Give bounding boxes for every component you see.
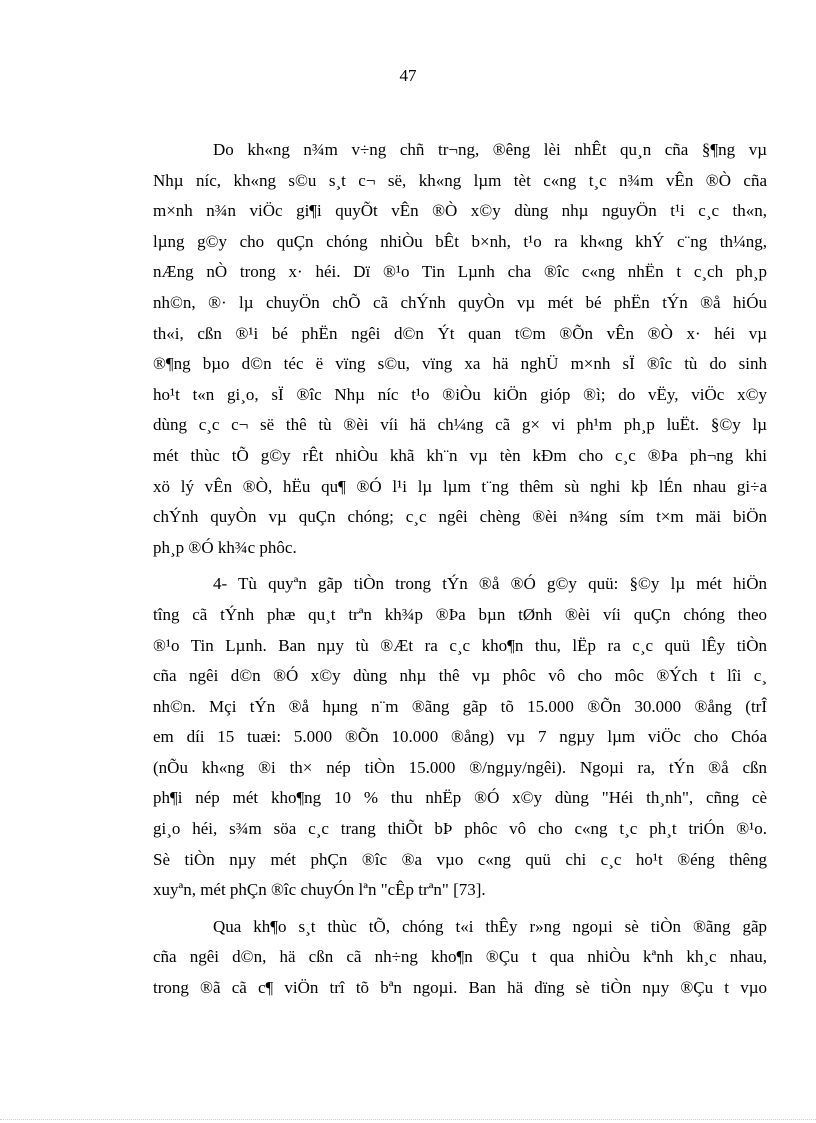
text-line: 4- Tù quyªn gãp tiÒn trong tÝn ®å ®Ó g©y quü: §©y lµ mét hiÖn (213, 574, 767, 594)
text-line: ph¶i nép mét kho¶ng 10 % thu nhËp ®Ó x©y dùng "Héi th¸nh", cñng cè (153, 788, 767, 808)
text-line: Qua kh¶o s¸t thùc tÕ, chóng t«i thÊy r»ng ngoµi sè tiÒn ®ãng gãp (213, 916, 767, 936)
text-line: lµng g©y cho quÇn chóng nhiÒu bÊt b×nh, t¹o ra kh«ng khÝ c¨ng th¼ng, (153, 231, 767, 251)
text-line: xö lý vÊn ®Ò, hËu qu¶ ®Ó l¹i lµ lµm t¨ng thêm sù nghi kþ lÉn nhau gi÷a (153, 476, 767, 496)
text-line: tîng cã tÝnh phæ qu¸t trªn kh¾p ®Þa bµn tØnh ®èi víi quÇn chóng theo (153, 604, 767, 624)
text-line: nh©n. Mçi tÝn ®å hµng n¨m ®ãng gãp tõ 15.000 ®Õn 30.000 ®ång (trÎ (153, 696, 767, 716)
bottom-dotted-rule (0, 1119, 816, 1120)
text-line: ®¶ng bµo d©n téc ë vïng s©u, vïng xa hä nghÜ m×nh sÏ ®îc tù do sinh (153, 354, 767, 374)
text-line: ph¸p ®Ó kh¾c phôc. (153, 537, 297, 557)
text-line: ho¹t t«n gi¸o, sÏ ®îc Nhµ níc t¹o ®iÒu kiÖn gióp ®ì; do vËy, viÖc x©y (153, 384, 767, 404)
paragraph-1 (153, 135, 767, 563)
text-line: m×nh n¾n viÖc gi¶i quyÕt vÊn ®Ò x©y dùng nhµ nguyÖn t¹i c¸c th«n, (153, 201, 767, 221)
text-line: xuyªn, mét phÇn ®îc chuyÓn lªn "cÊp trªn" [73]. (153, 880, 486, 900)
text-line: cña ngêi d©n ®Ó x©y dùng nhµ thê vµ phôc vô cho môc ®Ých t lîi c¸ (153, 666, 767, 686)
text-line: Do kh«ng n¾m v÷ng chñ tr¬ng, ®êng lèi nhÊt qu¸n cña §¶ng vµ (213, 140, 767, 159)
text-line: trong ®ã cã c¶ viÖn trî tõ bªn ngoµi. Ban hä dïng sè tiÒn nµy ®Çu t vµo (153, 978, 767, 998)
body-text (153, 135, 767, 1010)
text-line: ®¹o Tin Lµnh. Ban nµy tù ®Æt ra c¸c kho¶n thu, lËp ra c¸c quü lÊy tiÒn (153, 635, 767, 655)
text-line: mét thùc tÕ g©y rÊt nhiÒu khã kh¨n vµ tèn kÐm cho c¸c ®Þa ph¬ng khi (153, 445, 767, 465)
text-line: cña ngêi d©n, hä cßn cã nh÷ng kho¶n ®Çu t qua nhiÒu kªnh kh¸c nhau, (153, 947, 767, 967)
text-line: gi¸o héi, s¾m söa c¸c trang thiÕt bÞ phôc vô cho c«ng t¸c ph¸t triÓn ®¹o. (153, 819, 767, 839)
text-line: chÝnh quyÒn vµ quÇn chóng; c¸c ngêi chèng ®èi n¾ng sím t×m mäi biÖn (153, 507, 767, 527)
text-line: em díi 15 tuæi: 5.000 ®Õn 10.000 ®ång) vµ 7 ngµy lµm viÖc cho Chóa (153, 727, 767, 747)
text-line: Nhµ níc, kh«ng s©u s¸t c¬ së, kh«ng lµm tèt c«ng t¸c n¾m vÊn ®Ò cña (153, 170, 767, 190)
text-line: Sè tiÒn nµy mét phÇn ®îc ®a vµo c«ng quü chi c¸c ho¹t ®éng thêng (153, 849, 767, 869)
text-line: nÆng nÒ trong x· héi. Dï ®¹o Tin Lµnh cha ®îc c«ng nhËn t c¸ch ph¸p (153, 262, 767, 282)
paragraph-2 (153, 569, 767, 906)
paragraph-3 (153, 912, 767, 1004)
text-line: nh©n, ®· lµ chuyÖn chÕ cã chÝnh quyÒn vµ mét bé phËn tÝn ®å hiÓu (153, 292, 767, 312)
text-line: th«i, cßn ®¹i bé phËn ngêi d©n Ýt quan t©m ®Õn vÊn ®Ò x· héi vµ (153, 323, 767, 343)
text-line: (nÕu kh«ng ®i th× nép tiÒn 15.000 ®/ngµy/ngêi). Ngoµi ra, tÝn ®å cßn (153, 757, 767, 777)
page-number: 47 (399, 66, 417, 85)
text-line: dùng c¸c c¬ së thê tù ®èi víi hä ch¼ng cã g× vi ph¹m ph¸p luËt. §©y lµ (153, 415, 767, 435)
